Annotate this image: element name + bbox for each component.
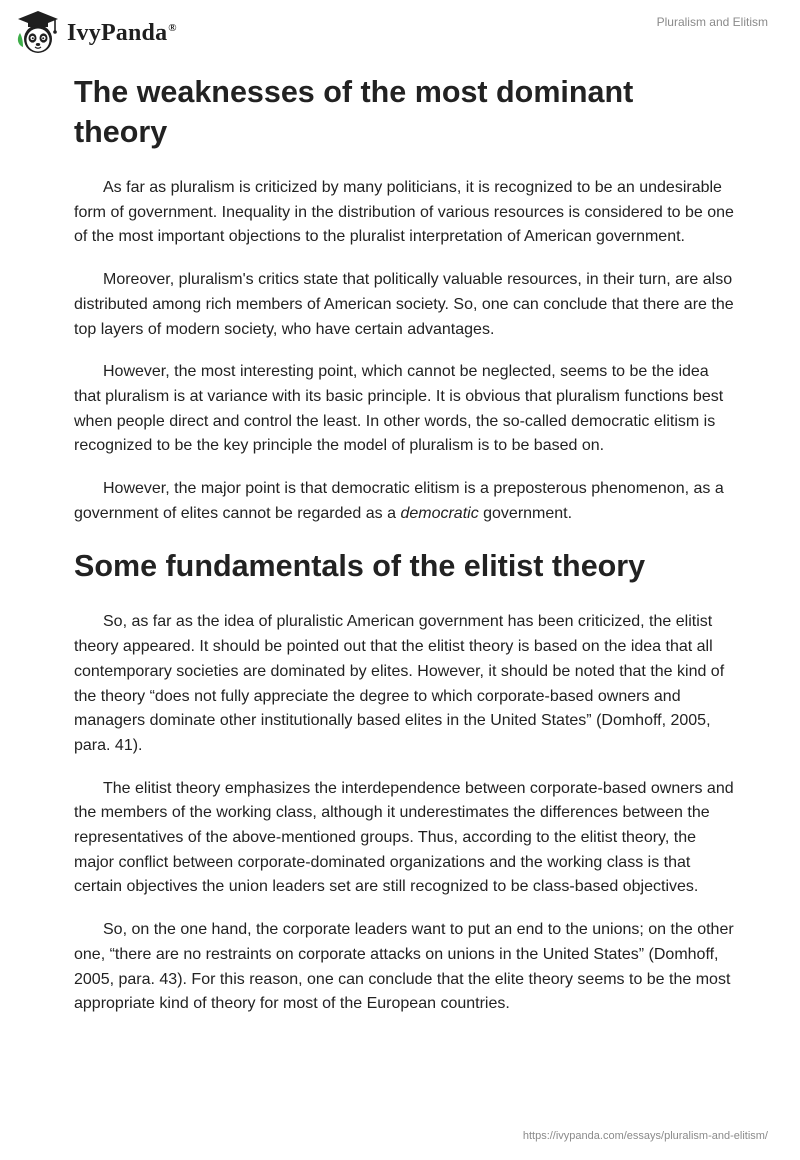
paragraph: As far as pluralism is criticized by many politicians, it is recognized to be an undesirable form of government. Inequality in the distribution of various resources is considered to be one of the most important objections to the pluralist interpretation of American government. <box>74 179 734 246</box>
paragraph: So, on the one hand, the corporate leaders want to put an end to the unions; on the other one, “there are no restraints on corporate attacks on unions in the United States” (Domhoff, 2005, para. 43). For this reason, one can conclude that the elite theory seems to be the most appropriate kind of theory for most of the European countries. <box>74 921 734 1013</box>
registered-mark: ® <box>168 21 177 34</box>
essay-content <box>74 72 734 1035</box>
paragraph: However, the most interesting point, which cannot be neglected, seems to be the idea that pluralism is at variance with its basic principle. It is obvious that pluralism functions best when people direct and control the least. In other words, the so-called democratic elitism is recognized to be the key principle the model of pluralism is to be based on. <box>74 363 724 455</box>
paragraph-text: government. <box>478 504 573 522</box>
paragraph: So, as far as the idea of pluralistic American government has been criticized, the elitist theory appeared. It should be pointed out that the elitist theory is based on the idea that all contemporary societies are dominated by elites. However, it should be noted that the kind of the theory “does not fully appreciate the degree to which corporate-based owners and managers dominate other institutionally based elites in the United States” (Domhoff, 2005, para. 41). <box>74 613 725 754</box>
page-header <box>0 0 800 60</box>
paragraph <box>74 477 734 526</box>
emphasis-text: democratic <box>400 504 479 522</box>
source-url[interactable]: https://ivypanda.com/essays/pluralism-and-elitism/ <box>522 1130 768 1142</box>
paragraph: The elitist theory emphasizes the interdependence between corporate-based owners and the members of the working class, although it underestimates the differences between the representatives of the above-mentioned groups. Thus, according to the elitist theory, the major conflict between corporate-dominated organizations and the working class is that certain objectives the union leaders set are still recognized to be class-based objectives. <box>74 779 734 896</box>
paragraph-text: However, the major point is that democratic elitism is a preposterous phenomenon, as a government of elites cannot be regarded as a <box>74 480 724 522</box>
brand-name: IvyPanda® <box>67 19 177 46</box>
document-title: Pluralism and Elitism <box>656 15 768 29</box>
brand-logo[interactable] <box>14 9 177 57</box>
section-heading: The weaknesses of the most dominant theory <box>74 75 634 149</box>
section-heading: Some fundamentals of the elitist theory <box>74 549 646 584</box>
panda-graduate-icon <box>14 9 62 57</box>
paragraph: Moreover, pluralism's critics state that politically valuable resources, in their turn, are also distributed among rich members of American society. So, one can conclude that there are the top layers of modern society, who have certain advantages. <box>74 271 734 338</box>
